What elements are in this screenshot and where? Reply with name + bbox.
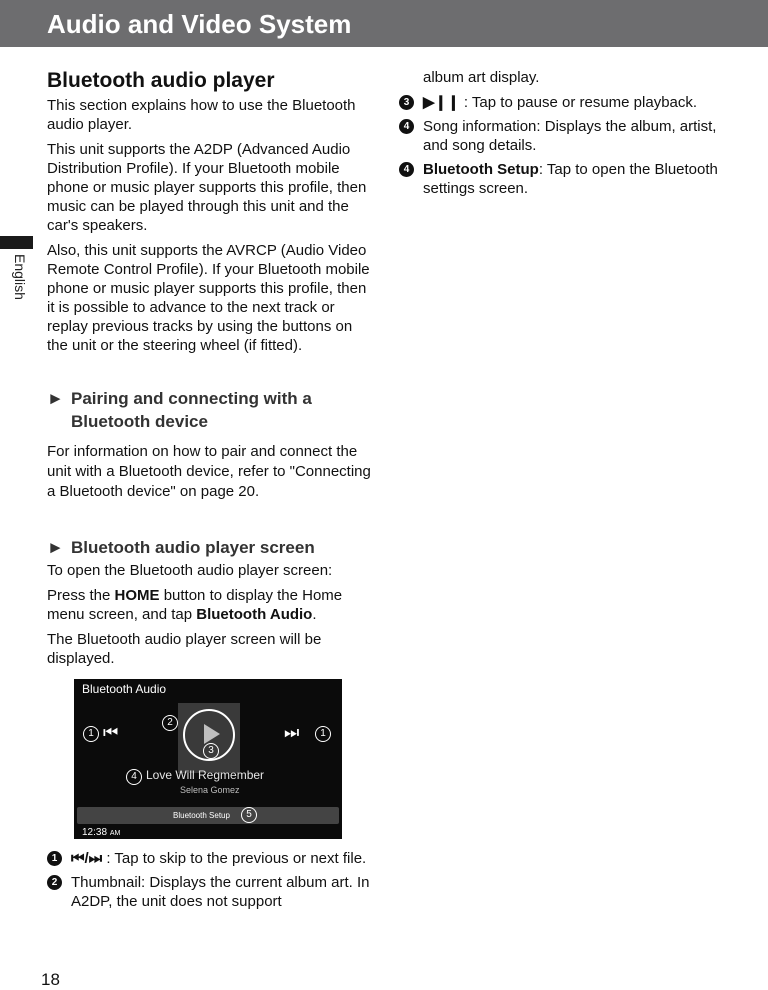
bullet-2: 2 xyxy=(47,875,62,890)
callout-1-left: 1 xyxy=(83,726,99,742)
item-2-continuation: album art display. xyxy=(423,69,540,86)
song-title: Love Will Regmember xyxy=(146,768,265,782)
item-2-text: Thumbnail: Displays the current album art. In A2DP, the unit does not support xyxy=(71,874,370,910)
side-tab-marker xyxy=(0,236,33,249)
play-triangle-icon xyxy=(204,724,220,744)
clock-ampm: AM xyxy=(109,830,121,837)
section-heading: Bluetooth audio player xyxy=(47,69,275,92)
bluetooth-setup-term: Bluetooth Setup xyxy=(423,161,539,178)
screen-subheading xyxy=(47,536,372,559)
a2dp-paragraph: This unit supports the A2DP (Advanced Audio Distribution Profile). If your Bluetooth mobile phone or music player supports this profile, then music can be played through this unit and the car's speakers. xyxy=(47,141,367,234)
pairing-subheading-text: Pairing and connecting with a Bluetooth device xyxy=(71,389,312,431)
screen-title: Bluetooth Audio xyxy=(82,682,167,696)
list-item xyxy=(47,849,372,868)
item-5-text: : Tap to open the Bluetooth settings screen. xyxy=(423,161,718,197)
page-number: 18 xyxy=(41,970,60,989)
bullet-3: 3 xyxy=(399,95,414,110)
arrow-icon: ► xyxy=(47,389,64,408)
callout-1-right: 1 xyxy=(315,726,331,742)
bullet-1: 1 xyxy=(47,851,62,866)
press-home-instruction xyxy=(47,586,372,624)
list-item xyxy=(399,93,729,112)
right-column xyxy=(399,68,729,203)
bluetooth-audio-name: Bluetooth Audio xyxy=(196,606,313,623)
clock-time: 12:38 xyxy=(82,827,108,838)
callout-5: 5 xyxy=(241,807,257,823)
left-column xyxy=(47,68,372,916)
displayed-paragraph: The Bluetooth audio player screen will be displayed. xyxy=(47,631,322,667)
item-4-text: Song information: Displays the album, artist, and song details. xyxy=(423,118,717,154)
bluetooth-setup-button[interactable] xyxy=(77,807,339,824)
open-instruction: To open the Bluetooth audio player screen: xyxy=(47,562,333,579)
bullet-4: 4 xyxy=(399,119,414,134)
list-item xyxy=(399,160,729,198)
player-screenshot xyxy=(74,679,342,839)
skip-icon: ⏮/⏭ xyxy=(71,850,103,867)
list-item xyxy=(399,117,729,155)
pairing-subheading xyxy=(47,387,372,433)
bullet-5: 4 xyxy=(399,162,414,177)
clock xyxy=(82,827,120,838)
previous-track-icon[interactable]: ⏮ xyxy=(103,723,116,742)
next-track-icon[interactable]: ⏭ xyxy=(284,723,297,742)
press-text-2: button to display the Home menu screen, and tap xyxy=(47,587,343,623)
avrcp-paragraph: Also, this unit supports the AVRCP (Audio Video Remote Control Profile). If your Bluetooth mobile phone or music player supports this profile, then it is possible to advance to the next track or replay previous tracks by using the buttons on the unit or the steering wheel (if fitted). xyxy=(47,242,370,354)
home-button-name: HOME xyxy=(114,587,160,604)
screen-subheading-text: Bluetooth audio player screen xyxy=(71,538,315,557)
press-text-1: Press the xyxy=(47,587,115,604)
callout-4: 4 xyxy=(126,769,142,785)
item-3-text: : Tap to pause or resume playback. xyxy=(459,94,698,111)
list-item xyxy=(47,873,372,911)
page-title: Audio and Video System xyxy=(47,9,352,39)
item-1-text: : Tap to skip to the previous or next file. xyxy=(102,850,367,867)
callout-3: 3 xyxy=(203,743,219,759)
artist-name: Selena Gomez xyxy=(180,785,240,795)
pairing-paragraph: For information on how to pair and connect the unit with a Bluetooth device, refer to "Connecting a Bluetooth device" on page 20. xyxy=(47,443,371,500)
bluetooth-setup-label: Bluetooth Setup xyxy=(173,811,230,820)
language-label: English xyxy=(12,254,28,300)
page-header xyxy=(0,0,768,47)
intro-paragraph: This section explains how to use the Bluetooth audio player. xyxy=(47,97,356,133)
arrow-icon: ► xyxy=(47,538,64,557)
callout-2: 2 xyxy=(162,715,178,731)
play-pause-icon-inline: ▶❙❙ xyxy=(423,94,460,111)
press-text-3: . xyxy=(312,606,317,623)
